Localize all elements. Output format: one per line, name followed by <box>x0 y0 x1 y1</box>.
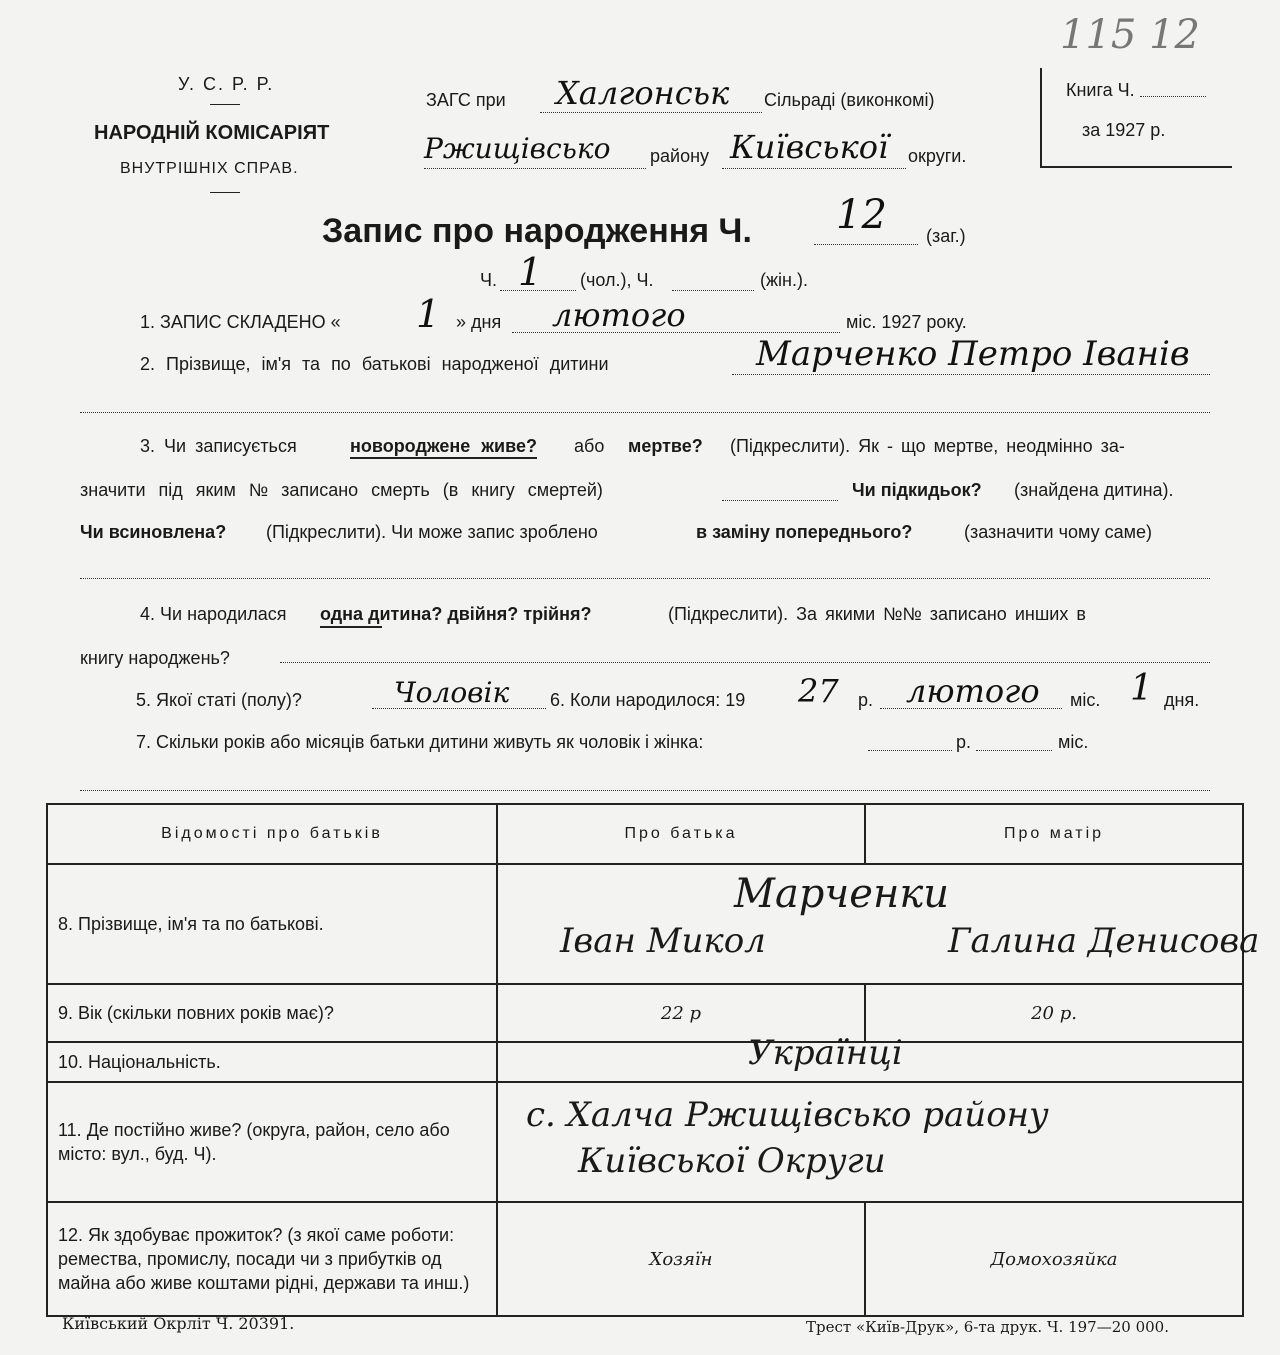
row9-father-handwritten: 22 р <box>497 984 865 1042</box>
row8-label: 8. Прізвище, ім'я та по батькові. <box>47 864 497 984</box>
header-rule-2 <box>210 192 240 193</box>
item3-l3-b: (Підкреслити). Чи може запис зроблено <box>266 522 598 542</box>
item7-months-line <box>976 750 1052 751</box>
item4-l2: книгу народжень? <box>80 648 230 668</box>
item2-child-name-handwritten: Марченко Петро Іванів <box>756 334 1190 374</box>
table-header-mother: Про матір <box>865 804 1243 864</box>
book-year: за 1927 р. <box>1082 120 1166 140</box>
ch-number-handwritten: 1 <box>518 250 543 294</box>
record-title: Запис про народження Ч. <box>322 212 752 250</box>
item3-l1-e: (Підкреслити). Як - що мертве, неодмінно за- <box>730 436 1125 456</box>
item4-l1-c: (Підкреслити). За якими №№ записано инших в <box>668 604 1086 624</box>
item4-line <box>280 662 1210 663</box>
record-number-handwritten: 12 <box>836 192 887 238</box>
item1-a: 1. ЗАПИС СКЛАДЕНО « <box>140 312 341 332</box>
item3-l1-b: новороджене живе? <box>350 436 537 459</box>
item6-day-handwritten: 1 <box>1130 668 1153 709</box>
row8-surname-handwritten: Марченки <box>734 871 949 917</box>
item1-month-handwritten: лютого <box>552 296 686 334</box>
zags-suffix: Сільраді (виконкомі) <box>764 90 935 110</box>
item7-b: р. <box>956 732 972 752</box>
zags-line <box>540 112 762 113</box>
item5-sex-handwritten: Чоловік <box>394 676 510 709</box>
item7-c: міс. <box>1058 732 1089 752</box>
item1-b: » дня <box>456 312 502 332</box>
table-row <box>47 864 1243 984</box>
row11-line2-handwritten: Київської Округи <box>578 1141 886 1181</box>
row8-father-handwritten: Іван Микол <box>560 921 766 961</box>
commissariat-label: НАРОДНІЙ КОМІСАРІЯТ <box>94 122 330 144</box>
item2-label: 2. Прізвище, ім'я та по батькові народженої дитини <box>140 354 609 374</box>
chol-label: (чол.), Ч. <box>580 270 654 290</box>
district-line <box>424 168 646 169</box>
book-label: Книга Ч. <box>1066 80 1135 100</box>
item1-day-handwritten: 1 <box>416 292 441 336</box>
footer-right: Трест «Київ-Друк», 6-та друк. Ч. 197—20 000. <box>806 1318 1169 1336</box>
ussr-label: У. С. Р. Р. <box>178 74 275 94</box>
item3-l3-c: в заміну попереднього? <box>696 522 913 542</box>
item4-l1-a: 4. Чи народилася <box>140 604 287 624</box>
district-label: району <box>650 146 710 166</box>
item7-years-line <box>868 750 952 751</box>
row9-label: 9. Вік (скільки повних років має)? <box>47 984 497 1042</box>
row10-nationality-handwritten: Українці <box>748 1033 903 1073</box>
okruha-line <box>722 168 906 169</box>
item6-year-handwritten: 27 <box>798 672 839 710</box>
header-rule-1 <box>210 104 240 105</box>
item6-d: дня. <box>1164 690 1200 710</box>
item3-line-4 <box>80 578 1210 579</box>
row12-label: 12. Як здобуває прожиток? (з якої саме роботи: ремества, промислу, посади чи з прибутків од майна або живе коштами рідні, держави та инш.) <box>47 1202 497 1316</box>
item2-line-2 <box>80 412 1210 413</box>
item3-l3-d: (зазначити чому саме) <box>964 522 1152 542</box>
item3-l2-c: (знайдена дитина). <box>1014 480 1174 500</box>
item2-line <box>732 374 1210 375</box>
district-handwritten: Ржищівсько <box>424 132 611 165</box>
item3-l1-c: або <box>574 436 605 456</box>
item6-month-handwritten: лютого <box>906 672 1040 710</box>
row11-label: 11. Де постійно живе? (округа, район, село або місто: вул., буд. Ч). <box>47 1082 497 1202</box>
row12-mother-handwritten: Домохозяйка <box>865 1202 1243 1316</box>
okruha-label: округи. <box>908 146 967 166</box>
item4-l1-b: одна дитина? двійня? трійня? <box>320 604 592 624</box>
item7-line-2 <box>80 790 1210 791</box>
ch-label: Ч. <box>480 270 497 290</box>
item3-l1-d: мертве? <box>628 436 703 456</box>
footer-left: Київський Окрліт Ч. 20391. <box>62 1314 295 1333</box>
item3-l2-a: значити під яким № записано смерть (в книгу смертей) <box>80 480 603 500</box>
record-number-line <box>814 244 918 245</box>
book-line <box>1140 96 1206 97</box>
item4-underline <box>320 626 382 628</box>
internal-affairs-label: ВНУТРІШНІХ СПРАВ. <box>120 160 299 177</box>
row9-mother-handwritten: 20 р. <box>865 984 1243 1042</box>
item3-l1-a: 3. Чи записується <box>140 436 297 456</box>
item6-a: 6. Коли народилося: 19 <box>550 690 746 710</box>
table-header-info: Відомості про батьків <box>47 804 497 864</box>
row11-values <box>497 1082 1243 1202</box>
table-row <box>47 1082 1243 1202</box>
row10-label: 10. Національність. <box>47 1042 497 1082</box>
row11-line1-handwritten: с. Халча Ржищівсько району <box>526 1095 1049 1135</box>
record-suffix: (заг.) <box>926 226 966 246</box>
parents-table <box>46 803 1260 1317</box>
zhin-label: (жін.). <box>760 270 808 290</box>
okruha-handwritten: Київської <box>730 128 889 166</box>
zhin-line <box>672 290 754 291</box>
row12-father-handwritten: Хозяїн <box>497 1202 865 1316</box>
item6-b: р. <box>858 690 874 710</box>
zags-prefix: ЗАГС при <box>426 90 506 110</box>
item3-l2-line <box>722 500 838 501</box>
item3-l3-a: Чи всиновлена? <box>80 522 227 542</box>
row10-values <box>497 1033 1243 1082</box>
item7-a: 7. Скільки років або місяців батьки дитини живуть як чоловік і жінка: <box>136 732 704 752</box>
table-row <box>47 1042 1243 1082</box>
zags-handwritten: Халгонськ <box>556 74 730 112</box>
item5-a: 5. Якої статі (полу)? <box>136 690 302 710</box>
table-header-row <box>47 804 1243 864</box>
table-row <box>47 984 1243 1042</box>
item1-c: міс. 1927 року. <box>846 312 967 332</box>
row8-mother-handwritten: Галина Денисова <box>948 921 1260 961</box>
item3-l2-b: Чи підкидьок? <box>852 480 982 500</box>
table-header-father: Про батька <box>497 804 865 864</box>
item6-c: міс. <box>1070 690 1101 710</box>
corner-note: 115 12 <box>1060 12 1200 58</box>
table-row <box>47 1202 1243 1316</box>
row8-values <box>497 864 1260 984</box>
